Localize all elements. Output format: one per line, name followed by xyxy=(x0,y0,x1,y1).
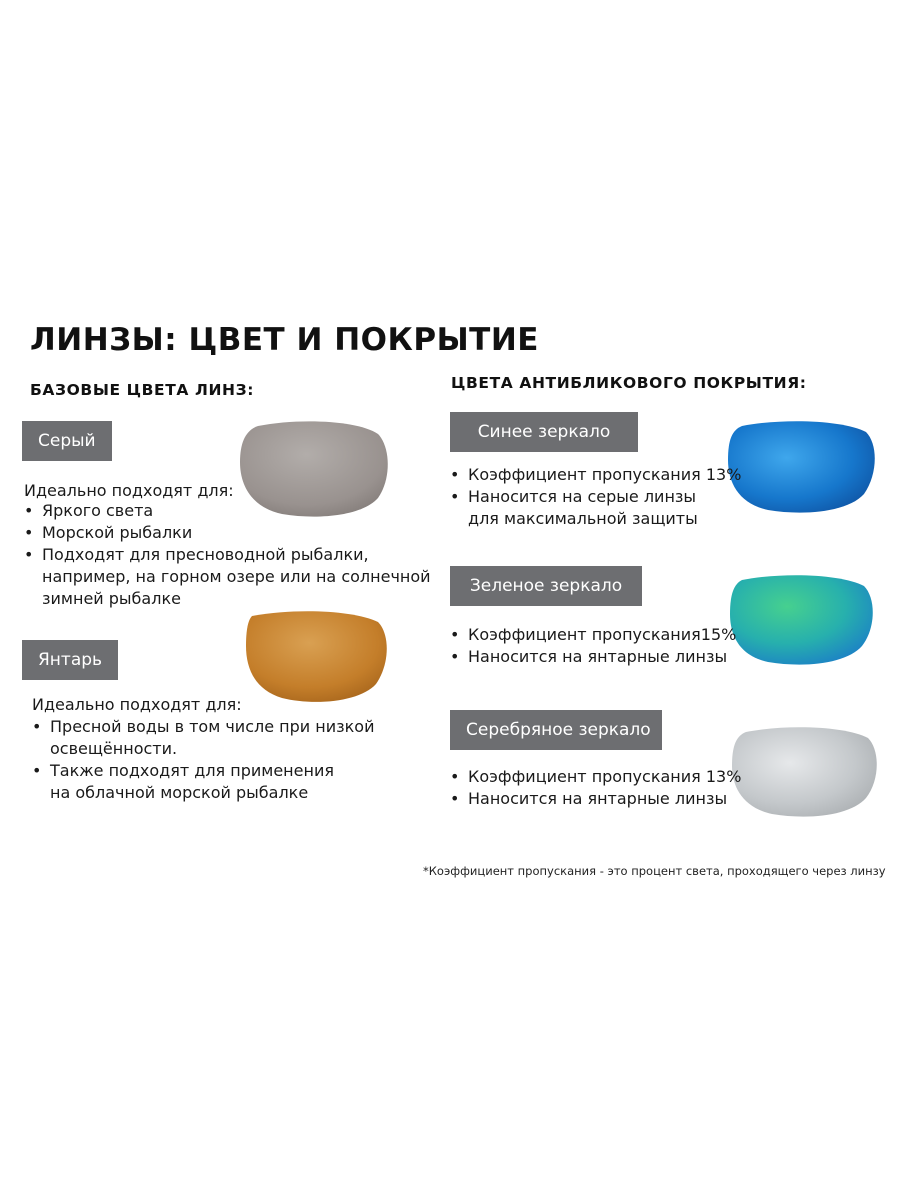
silver-mirror-features-list xyxy=(450,766,741,810)
list-item: • Морской рыбалки xyxy=(24,522,431,544)
list-item-continuation: освещённости. xyxy=(50,739,178,758)
grey-features-list xyxy=(24,500,431,610)
list-item: • Также подходят для применения xyxy=(32,760,374,782)
list-item: • Пресной воды в том числе при низкой xyxy=(32,716,374,738)
blue-mirror-features-list xyxy=(450,464,741,530)
silver-mirror-lens-image xyxy=(730,724,880,820)
green-mirror-lens-image xyxy=(728,574,876,668)
list-item: • Наносится на серые линзы xyxy=(450,486,741,508)
amber-lens-label: Янтарь xyxy=(22,640,118,680)
list-item: • Коэффициент пропускания 13% xyxy=(450,766,741,788)
list-item-continuation: на облачной морской рыбалке xyxy=(50,783,309,802)
grey-lens-label: Серый xyxy=(22,421,112,461)
list-item-continuation: зимней рыбалке xyxy=(42,589,181,608)
transmission-footnote: *Коэффициент пропускания - это процент света, проходящего через линзу xyxy=(423,864,886,878)
amber-features-list xyxy=(32,716,374,804)
blue-mirror-label: Синее зеркало xyxy=(450,412,638,452)
list-item: • Подходят для пресноводной рыбалки, xyxy=(24,544,431,566)
list-item: • Яркого света xyxy=(24,500,431,522)
list-item-continuation: для максимальной защиты xyxy=(468,509,698,528)
silver-mirror-label: Серебряное зеркало xyxy=(450,710,662,750)
blue-mirror-lens-image xyxy=(726,418,878,516)
list-item: • Наносится на янтарные линзы xyxy=(450,788,741,810)
page-title: ЛИНЗЫ: ЦВЕТ И ПОКРЫТИЕ xyxy=(30,322,539,358)
amber-lens-image xyxy=(244,610,390,704)
green-mirror-features-list xyxy=(450,624,736,668)
amber-intro: Идеально подходят для: xyxy=(32,695,242,714)
coating-colors-heading: ЦВЕТА АНТИБЛИКОВОГО ПОКРЫТИЯ: xyxy=(451,374,807,392)
list-item: • Коэффициент пропускания15% xyxy=(450,624,736,646)
base-colors-heading: БАЗОВЫЕ ЦВЕТА ЛИНЗ: xyxy=(30,381,255,399)
list-item: • Наносится на янтарные линзы xyxy=(450,646,736,668)
list-item: • Коэффициент пропускания 13% xyxy=(450,464,741,486)
grey-intro: Идеально подходят для: xyxy=(24,481,234,500)
green-mirror-label: Зеленое зеркало xyxy=(450,566,642,606)
list-item-continuation: например, на горном озере или на солнечной xyxy=(42,567,431,586)
